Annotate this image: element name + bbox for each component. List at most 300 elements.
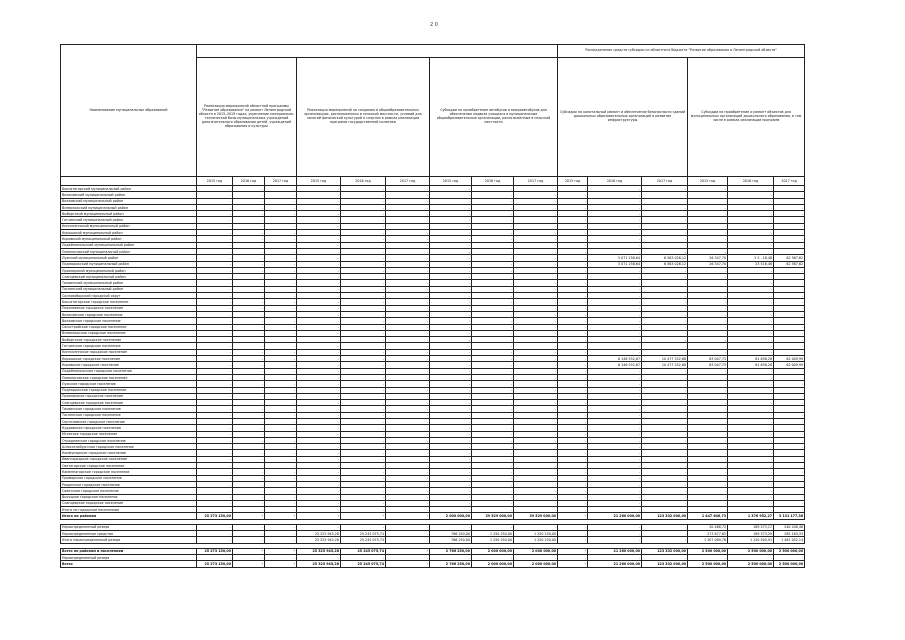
cell-value: -: [514, 393, 558, 399]
cell-value: -: [774, 305, 805, 311]
cell-value: -: [774, 475, 805, 481]
cell-value: 25 245 075,74: [341, 531, 386, 537]
cell-value: -: [430, 186, 472, 192]
cell-value: -: [386, 255, 430, 261]
cell-value: -: [688, 236, 728, 242]
cell-value: -: [341, 349, 386, 355]
cell-value: -: [472, 444, 514, 450]
cell-value: -: [558, 349, 588, 355]
cell-value: -: [688, 280, 728, 286]
cell-value: -: [774, 318, 805, 324]
year-header: 2016 год: [472, 177, 514, 186]
cell-value: -: [514, 469, 558, 475]
cell-value: -: [472, 280, 514, 286]
cell-value: -: [472, 274, 514, 280]
year-header-blank: [61, 177, 197, 186]
cell-value: -: [558, 242, 588, 248]
cell-value: -: [233, 362, 265, 368]
cell-value: -: [297, 507, 341, 513]
cell-value: -: [774, 267, 805, 273]
cell-value: -: [297, 242, 341, 248]
cell-value: -: [233, 349, 265, 355]
cell-value: -: [265, 488, 297, 494]
cell-value: -: [297, 223, 341, 229]
cell-value: -: [386, 204, 430, 210]
cell-value: -: [558, 362, 588, 368]
cell-value: -: [265, 204, 297, 210]
cell-value: -: [430, 318, 472, 324]
cell-value: 6 146 552,67: [588, 356, 642, 362]
cell-value: -: [588, 368, 642, 374]
cell-value: -: [472, 381, 514, 387]
budget-table-container: [60, 44, 804, 568]
cell-value: -: [233, 337, 265, 343]
cell-value: -: [265, 305, 297, 311]
cell-value: -: [588, 293, 642, 299]
cell-value: -: [197, 444, 233, 450]
cell-value: -: [728, 450, 774, 456]
cell-value: -: [642, 223, 688, 229]
cell-value: -: [728, 431, 774, 437]
cell-value: -: [688, 330, 728, 336]
cell-value: -: [688, 267, 728, 273]
cell-value: -: [558, 507, 588, 513]
cell-value: -: [341, 198, 386, 204]
cell-value: -: [588, 242, 642, 248]
cell-value: -: [728, 475, 774, 481]
cell-value: -: [642, 400, 688, 406]
cell-value: -: [386, 381, 430, 387]
cell-value: -: [728, 248, 774, 254]
cell-value: -: [472, 286, 514, 292]
cell-value: -: [297, 387, 341, 393]
cell-value: -: [514, 450, 558, 456]
cell-value: -: [642, 337, 688, 343]
row-label: Волосовское городское поселение: [61, 311, 197, 317]
year-header: 2015 год: [197, 177, 233, 186]
cell-value: -: [386, 507, 430, 513]
cell-value: -: [514, 343, 558, 349]
cell-value: -: [688, 412, 728, 418]
cell-value: -: [774, 444, 805, 450]
cell-value: -: [774, 299, 805, 305]
cell-value: 21 260 000,00: [588, 548, 642, 554]
cell-value: -: [386, 513, 430, 519]
cell-value: 25 273 150,00: [197, 561, 233, 567]
cell-value: -: [341, 400, 386, 406]
row-label: Лужское городское поселение: [61, 381, 197, 387]
cell-value: -: [588, 488, 642, 494]
cell-value: -: [558, 299, 588, 305]
cell-value: -: [472, 311, 514, 317]
cell-value: -: [297, 192, 341, 198]
cell-value: -: [588, 324, 642, 330]
cell-value: -: [558, 418, 588, 424]
cell-value: -: [472, 500, 514, 506]
cell-value: -: [386, 450, 430, 456]
cell-value: -: [233, 274, 265, 280]
cell-value: -: [774, 286, 805, 292]
cell-value: -: [642, 349, 688, 355]
row-label: Кировский муниципальный район: [61, 236, 197, 242]
cell-value: -: [233, 437, 265, 443]
cell-value: -: [297, 248, 341, 254]
cell-value: -: [233, 425, 265, 431]
cell-value: -: [297, 475, 341, 481]
cell-value: -: [430, 337, 472, 343]
cell-value: -: [728, 318, 774, 324]
cell-value: -: [297, 311, 341, 317]
cell-value: -: [774, 387, 805, 393]
cell-value: 123 332 000,00: [642, 561, 688, 567]
cell-value: 1 467 052,14: [774, 537, 805, 543]
cell-value: -: [472, 186, 514, 192]
cell-value: -: [341, 337, 386, 343]
cell-value: -: [774, 456, 805, 462]
cell-value: -: [558, 548, 588, 554]
row-label: Шлиссельбургское городское поселение: [61, 444, 197, 450]
cell-value: -: [341, 280, 386, 286]
cell-value: -: [588, 286, 642, 292]
cell-value: -: [774, 280, 805, 286]
cell-value: -: [728, 343, 774, 349]
cell-value: -: [642, 500, 688, 506]
header-spacer: [197, 45, 558, 58]
cell-value: -: [642, 431, 688, 437]
cell-value: -: [472, 223, 514, 229]
cell-value: -: [430, 393, 472, 399]
cell-value: -: [297, 305, 341, 311]
cell-value: -: [688, 481, 728, 487]
cell-value: -: [642, 494, 688, 500]
cell-value: -: [386, 412, 430, 418]
cell-value: -: [472, 431, 514, 437]
cell-value: -: [430, 475, 472, 481]
cell-value: 2 000 000,00: [514, 561, 558, 567]
cell-value: -: [688, 475, 728, 481]
cell-value: -: [297, 374, 341, 380]
cell-value: -: [297, 393, 341, 399]
cell-value: 1 250 250,00: [472, 531, 514, 537]
year-header: 2015 год: [688, 177, 728, 186]
cell-value: -: [588, 204, 642, 210]
cell-value: -: [297, 236, 341, 242]
cell-value: -: [688, 324, 728, 330]
cell-value: -: [430, 192, 472, 198]
cell-value: -: [341, 204, 386, 210]
cell-value: -: [197, 418, 233, 424]
cell-value: -: [233, 387, 265, 393]
cell-value: -: [728, 299, 774, 305]
col-header-3: Субсидии на приобретение автобусов и микроавтобусов для обеспечения подвоза учащихся в муниципальные общеобразовательные организации, расположенные в сельской местности: [430, 58, 558, 177]
cell-value: -: [233, 537, 265, 543]
cell-value: 39 529 000,00: [472, 513, 514, 519]
cell-value: -: [514, 456, 558, 462]
cell-value: -: [774, 211, 805, 217]
cell-value: -: [341, 293, 386, 299]
cell-value: -: [728, 267, 774, 273]
cell-value: -: [233, 186, 265, 192]
cell-value: -: [472, 412, 514, 418]
cell-value: -: [265, 242, 297, 248]
cell-value: -: [588, 349, 642, 355]
cell-value: -: [728, 554, 774, 560]
cell-value: -: [197, 456, 233, 462]
cell-value: -: [233, 311, 265, 317]
cell-value: -: [728, 507, 774, 513]
cell-value: -: [386, 494, 430, 500]
row-label: Всеволожское городское поселение: [61, 330, 197, 336]
cell-value: -: [472, 248, 514, 254]
cell-value: -: [233, 356, 265, 362]
cell-value: -: [642, 217, 688, 223]
cell-value: -: [265, 463, 297, 469]
cell-value: -: [430, 412, 472, 418]
cell-value: -: [588, 217, 642, 223]
cell-value: 2 000 000,00: [472, 561, 514, 567]
cell-value: 10 477 552,68: [642, 356, 688, 362]
cell-value: -: [297, 456, 341, 462]
cell-value: -: [430, 217, 472, 223]
cell-value: -: [514, 524, 558, 530]
cell-value: -: [197, 463, 233, 469]
row-label: Сертоловское городское поселение: [61, 418, 197, 424]
cell-value: -: [386, 330, 430, 336]
cell-value: 2 500 000,00: [688, 561, 728, 567]
cell-value: -: [297, 343, 341, 349]
cell-value: -: [558, 531, 588, 537]
cell-value: -: [233, 293, 265, 299]
cell-value: -: [265, 230, 297, 236]
cell-value: -: [514, 437, 558, 443]
cell-value: 20 468,72: [688, 524, 728, 530]
cell-value: -: [341, 324, 386, 330]
cell-value: -: [265, 368, 297, 374]
cell-value: -: [642, 418, 688, 424]
row-label: Каменногорское городское поселение: [61, 469, 197, 475]
cell-value: 1 376 952,27: [728, 513, 774, 519]
cell-value: 2 500 000,00: [774, 561, 805, 567]
cell-value: 265 163,33: [774, 531, 805, 537]
cell-value: -: [728, 223, 774, 229]
cell-value: -: [341, 318, 386, 324]
cell-value: -: [297, 337, 341, 343]
cell-value: -: [197, 488, 233, 494]
cell-value: -: [386, 362, 430, 368]
group-header: Распределение средств субсидии из областного бюджета "Развитие образования в Ленинградской области": [558, 45, 805, 58]
cell-value: -: [197, 223, 233, 229]
cell-value: -: [642, 406, 688, 412]
cell-value: -: [514, 362, 558, 368]
cell-value: -: [265, 425, 297, 431]
cell-value: -: [233, 444, 265, 450]
cell-value: -: [472, 318, 514, 324]
cell-value: -: [642, 330, 688, 336]
cell-value: -: [197, 343, 233, 349]
row-label: Сясьстройское городское поселение: [61, 324, 197, 330]
cell-value: -: [688, 204, 728, 210]
cell-value: -: [341, 381, 386, 387]
row-label: Волховский муниципальный район: [61, 198, 197, 204]
cell-value: -: [265, 469, 297, 475]
cell-value: -: [297, 554, 341, 560]
cell-value: -: [386, 463, 430, 469]
cell-value: -: [514, 418, 558, 424]
cell-value: -: [514, 274, 558, 280]
row-label: Киришский муниципальный район: [61, 230, 197, 236]
cell-value: -: [386, 368, 430, 374]
cell-value: -: [341, 437, 386, 443]
cell-value: 39 529 000,00: [514, 513, 558, 519]
cell-value: -: [558, 381, 588, 387]
cell-value: -: [774, 324, 805, 330]
cell-value: -: [386, 343, 430, 349]
cell-value: -: [588, 374, 642, 380]
cell-value: -: [341, 374, 386, 380]
cell-value: -: [197, 450, 233, 456]
cell-value: -: [558, 293, 588, 299]
cell-value: -: [728, 311, 774, 317]
cell-value: -: [430, 456, 472, 462]
cell-value: -: [265, 412, 297, 418]
cell-value: -: [728, 400, 774, 406]
cell-value: -: [642, 412, 688, 418]
cell-value: -: [386, 500, 430, 506]
cell-value: -: [588, 280, 642, 286]
cell-value: 23 518,48: [728, 261, 774, 267]
cell-value: -: [774, 418, 805, 424]
cell-value: -: [233, 305, 265, 311]
cell-value: -: [265, 387, 297, 393]
cell-value: -: [774, 368, 805, 374]
cell-value: -: [472, 437, 514, 443]
cell-value: -: [558, 356, 588, 362]
cell-value: -: [197, 192, 233, 198]
cell-value: -: [341, 286, 386, 292]
cell-value: -: [265, 318, 297, 324]
cell-value: -: [233, 286, 265, 292]
cell-value: -: [774, 248, 805, 254]
cell-value: -: [197, 524, 233, 530]
cell-value: -: [197, 507, 233, 513]
cell-value: -: [265, 311, 297, 317]
cell-value: -: [297, 494, 341, 500]
cell-value: -: [233, 561, 265, 567]
cell-value: -: [688, 230, 728, 236]
cell-value: -: [472, 463, 514, 469]
cell-value: -: [341, 299, 386, 305]
cell-value: -: [233, 248, 265, 254]
cell-value: -: [297, 198, 341, 204]
cell-value: -: [688, 186, 728, 192]
cell-value: -: [514, 223, 558, 229]
cell-value: -: [341, 368, 386, 374]
cell-value: -: [265, 330, 297, 336]
cell-value: -: [588, 524, 642, 530]
cell-value: -: [642, 463, 688, 469]
cell-value: -: [197, 368, 233, 374]
cell-value: -: [386, 337, 430, 343]
cell-value: -: [688, 463, 728, 469]
cell-value: -: [472, 198, 514, 204]
cell-value: -: [265, 255, 297, 261]
cell-value: -: [197, 198, 233, 204]
cell-value: -: [472, 305, 514, 311]
cell-value: -: [386, 349, 430, 355]
cell-value: -: [558, 500, 588, 506]
cell-value: -: [688, 488, 728, 494]
cell-value: -: [728, 381, 774, 387]
cell-value: -: [297, 267, 341, 273]
cell-value: -: [688, 500, 728, 506]
cell-value: -: [430, 280, 472, 286]
cell-value: -: [265, 513, 297, 519]
cell-value: -: [558, 198, 588, 204]
cell-value: -: [642, 204, 688, 210]
cell-value: 123 332 000,00: [642, 513, 688, 519]
year-header: 2017 год: [642, 177, 688, 186]
cell-value: 62 009,99: [774, 356, 805, 362]
cell-value: -: [774, 507, 805, 513]
cell-value: -: [297, 330, 341, 336]
cell-value: -: [430, 324, 472, 330]
cell-value: -: [558, 236, 588, 242]
cell-value: -: [514, 186, 558, 192]
cell-value: -: [265, 211, 297, 217]
cell-value: -: [197, 381, 233, 387]
cell-value: -: [558, 431, 588, 437]
cell-value: -: [265, 456, 297, 462]
cell-value: -: [588, 456, 642, 462]
cell-value: -: [514, 481, 558, 487]
cell-value: -: [197, 387, 233, 393]
cell-value: -: [514, 198, 558, 204]
budget-table: [60, 44, 805, 568]
cell-value: -: [688, 406, 728, 412]
cell-value: -: [688, 554, 728, 560]
cell-value: -: [430, 381, 472, 387]
cell-value: -: [197, 374, 233, 380]
cell-value: -: [558, 437, 588, 443]
cell-value: -: [642, 286, 688, 292]
cell-value: -: [386, 400, 430, 406]
cell-value: -: [728, 186, 774, 192]
cell-value: -: [197, 406, 233, 412]
cell-value: -: [341, 362, 386, 368]
cell-value: -: [386, 305, 430, 311]
row-label: Лодейнопольский муниципальный район: [61, 242, 197, 248]
cell-value: -: [774, 400, 805, 406]
cell-value: -: [472, 330, 514, 336]
cell-value: -: [265, 393, 297, 399]
cell-value: -: [430, 463, 472, 469]
cell-value: -: [430, 236, 472, 242]
row-label: Ломоносовский муниципальный район: [61, 248, 197, 254]
cell-value: -: [233, 255, 265, 261]
cell-value: -: [430, 248, 472, 254]
cell-value: -: [297, 204, 341, 210]
cell-value: -: [341, 469, 386, 475]
cell-value: -: [341, 418, 386, 424]
cell-value: -: [558, 456, 588, 462]
cell-value: -: [728, 481, 774, 487]
cell-value: -: [297, 368, 341, 374]
cell-value: -: [558, 412, 588, 418]
cell-value: -: [233, 374, 265, 380]
cell-value: -: [558, 311, 588, 317]
cell-value: -: [472, 524, 514, 530]
cell-value: -: [774, 343, 805, 349]
